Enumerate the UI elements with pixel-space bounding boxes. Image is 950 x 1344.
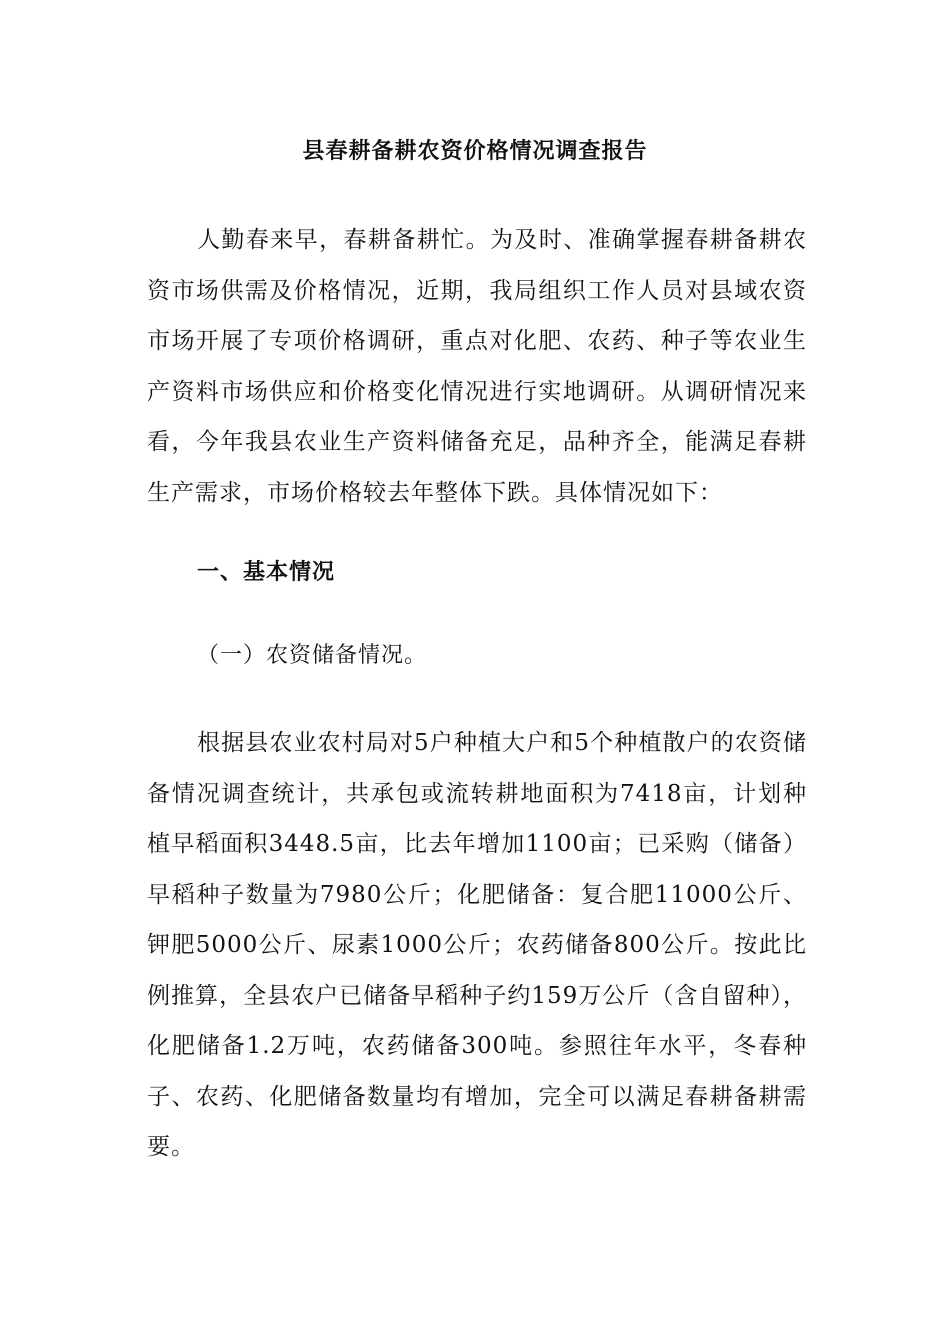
intro-paragraph: 人勤春来早，春耕备耕忙。为及时、准确掌握春耕备耕农资市场供需及价格情况，近期，我局组织工作人员对县域农资市场开展了专项价格调研，重点对化肥、农药、种子等农业生产资料市场供应和价格变化情况进行实地调研。从调研情况来看，今年我县农业生产资料储备充足，品种齐全，能满足春耕生产需求，市场价格较去年整体下跌。具体情况如下： (147, 227, 807, 506)
reserves-paragraph: 根据县农业农村局对5户种植大户和5个种植散户的农资储备情况调查统计，共承包或流转耕地面积为7418亩，计划种植早稻面积3448.5亩，比去年增加1100亩；已采购（储备）早稻种子数量为7980公斤；化肥储备：复合肥11000公斤、钾肥5000公斤、尿素1000公斤；农药储备800公斤。按此比例推算，全县农户已储备早稻种子约159万公斤（含自留种），化肥储备1.2万吨，农药储备300吨。参照往年水平，冬春种子、农药、化肥储备数量均有增加，完全可以满足春耕备耕需要。 (147, 730, 807, 1160)
subsection-heading-reserves: （一）农资储备情况。 (197, 643, 428, 668)
document-title: 县春耕备耕农资价格情况调查报告 (302, 138, 648, 164)
section-heading-basic-situation: 一、基本情况 (197, 559, 336, 585)
